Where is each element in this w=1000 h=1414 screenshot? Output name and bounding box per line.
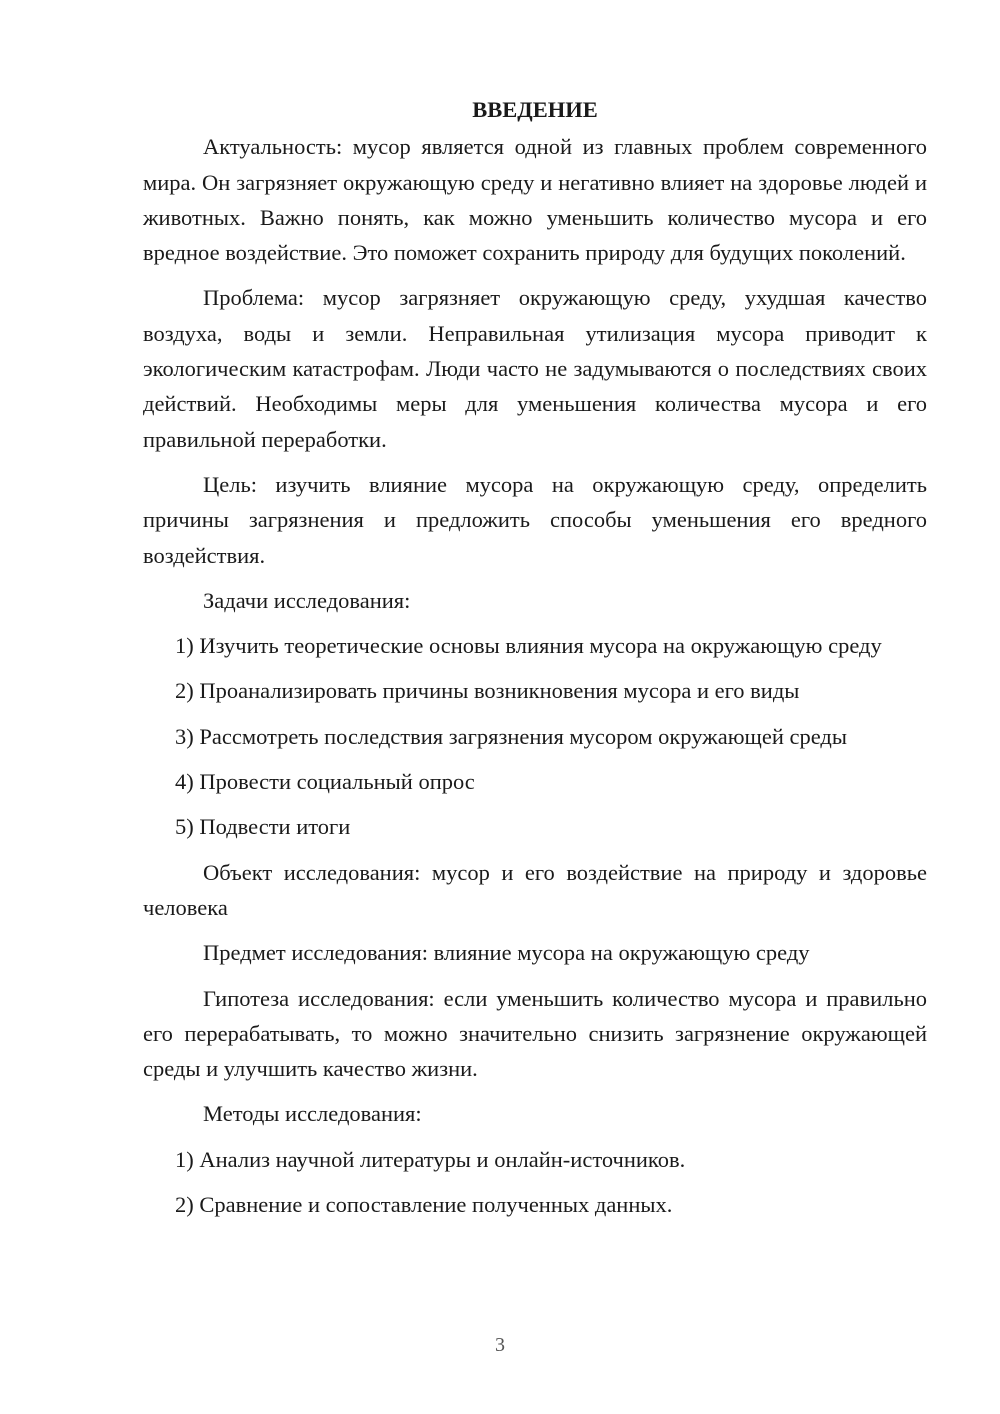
hypothesis-paragraph: Гипотеза исследования: если уменьшить количество мусора и правильно его перерабатывать, то можно значительно снизить загрязнение окружающей среды и улучшить качество жизни. xyxy=(143,985,927,1082)
problem-paragraph: Проблема: мусор загрязняет окружающую среду, ухудшая качество воздуха, воды и земли. Неправильная утилизация мусора приводит к экологическим катастрофам. Люди часто не задумываются о последствиях своих действий. Необходимы меры для уменьшения количества мусора и его правильной переработки. xyxy=(143,285,927,452)
relevance-paragraph: Актуальность: мусор является одной из главных проблем современного мира. Он загрязняет окружающую среду и негативно влияет на здоровье людей и животных. Важно понять, как можно уменьшить количество мусора и его вредное воздействие. Это поможет сохранить природу для будущих поколений. xyxy=(143,134,927,266)
task-item-5: 5) Подвести итоги xyxy=(175,814,351,840)
method-item-1: 1) Анализ научной литературы и онлайн-источников. xyxy=(175,1146,686,1172)
subject-paragraph: Предмет исследования: влияние мусора на окружающую среду xyxy=(203,940,810,966)
section-title: ВВЕДЕНИЕ xyxy=(472,97,598,122)
tasks-heading: Задачи исследования: xyxy=(203,587,411,613)
task-item-4: 4) Провести социальный опрос xyxy=(175,769,475,795)
task-item-1: 1) Изучить теоретические основы влияния мусора на окружающую среду xyxy=(175,633,882,659)
page-content xyxy=(143,92,927,1222)
object-paragraph: Объект исследования: мусор и его воздействие на природу и здоровье человека xyxy=(143,859,927,920)
task-item-2: 2) Проанализировать причины возникновения мусора и его виды xyxy=(175,678,800,704)
page-number: 3 xyxy=(495,1334,505,1356)
methods-heading: Методы исследования: xyxy=(203,1101,422,1127)
method-item-2: 2) Сравнение и сопоставление полученных данных. xyxy=(175,1192,673,1218)
goal-paragraph: Цель: изучить влияние мусора на окружающую среду, определить причины загрязнения и предложить способы уменьшения его вредного воздействия. xyxy=(143,471,927,568)
task-item-3: 3) Рассмотреть последствия загрязнения мусором окружающей среды xyxy=(175,723,847,749)
